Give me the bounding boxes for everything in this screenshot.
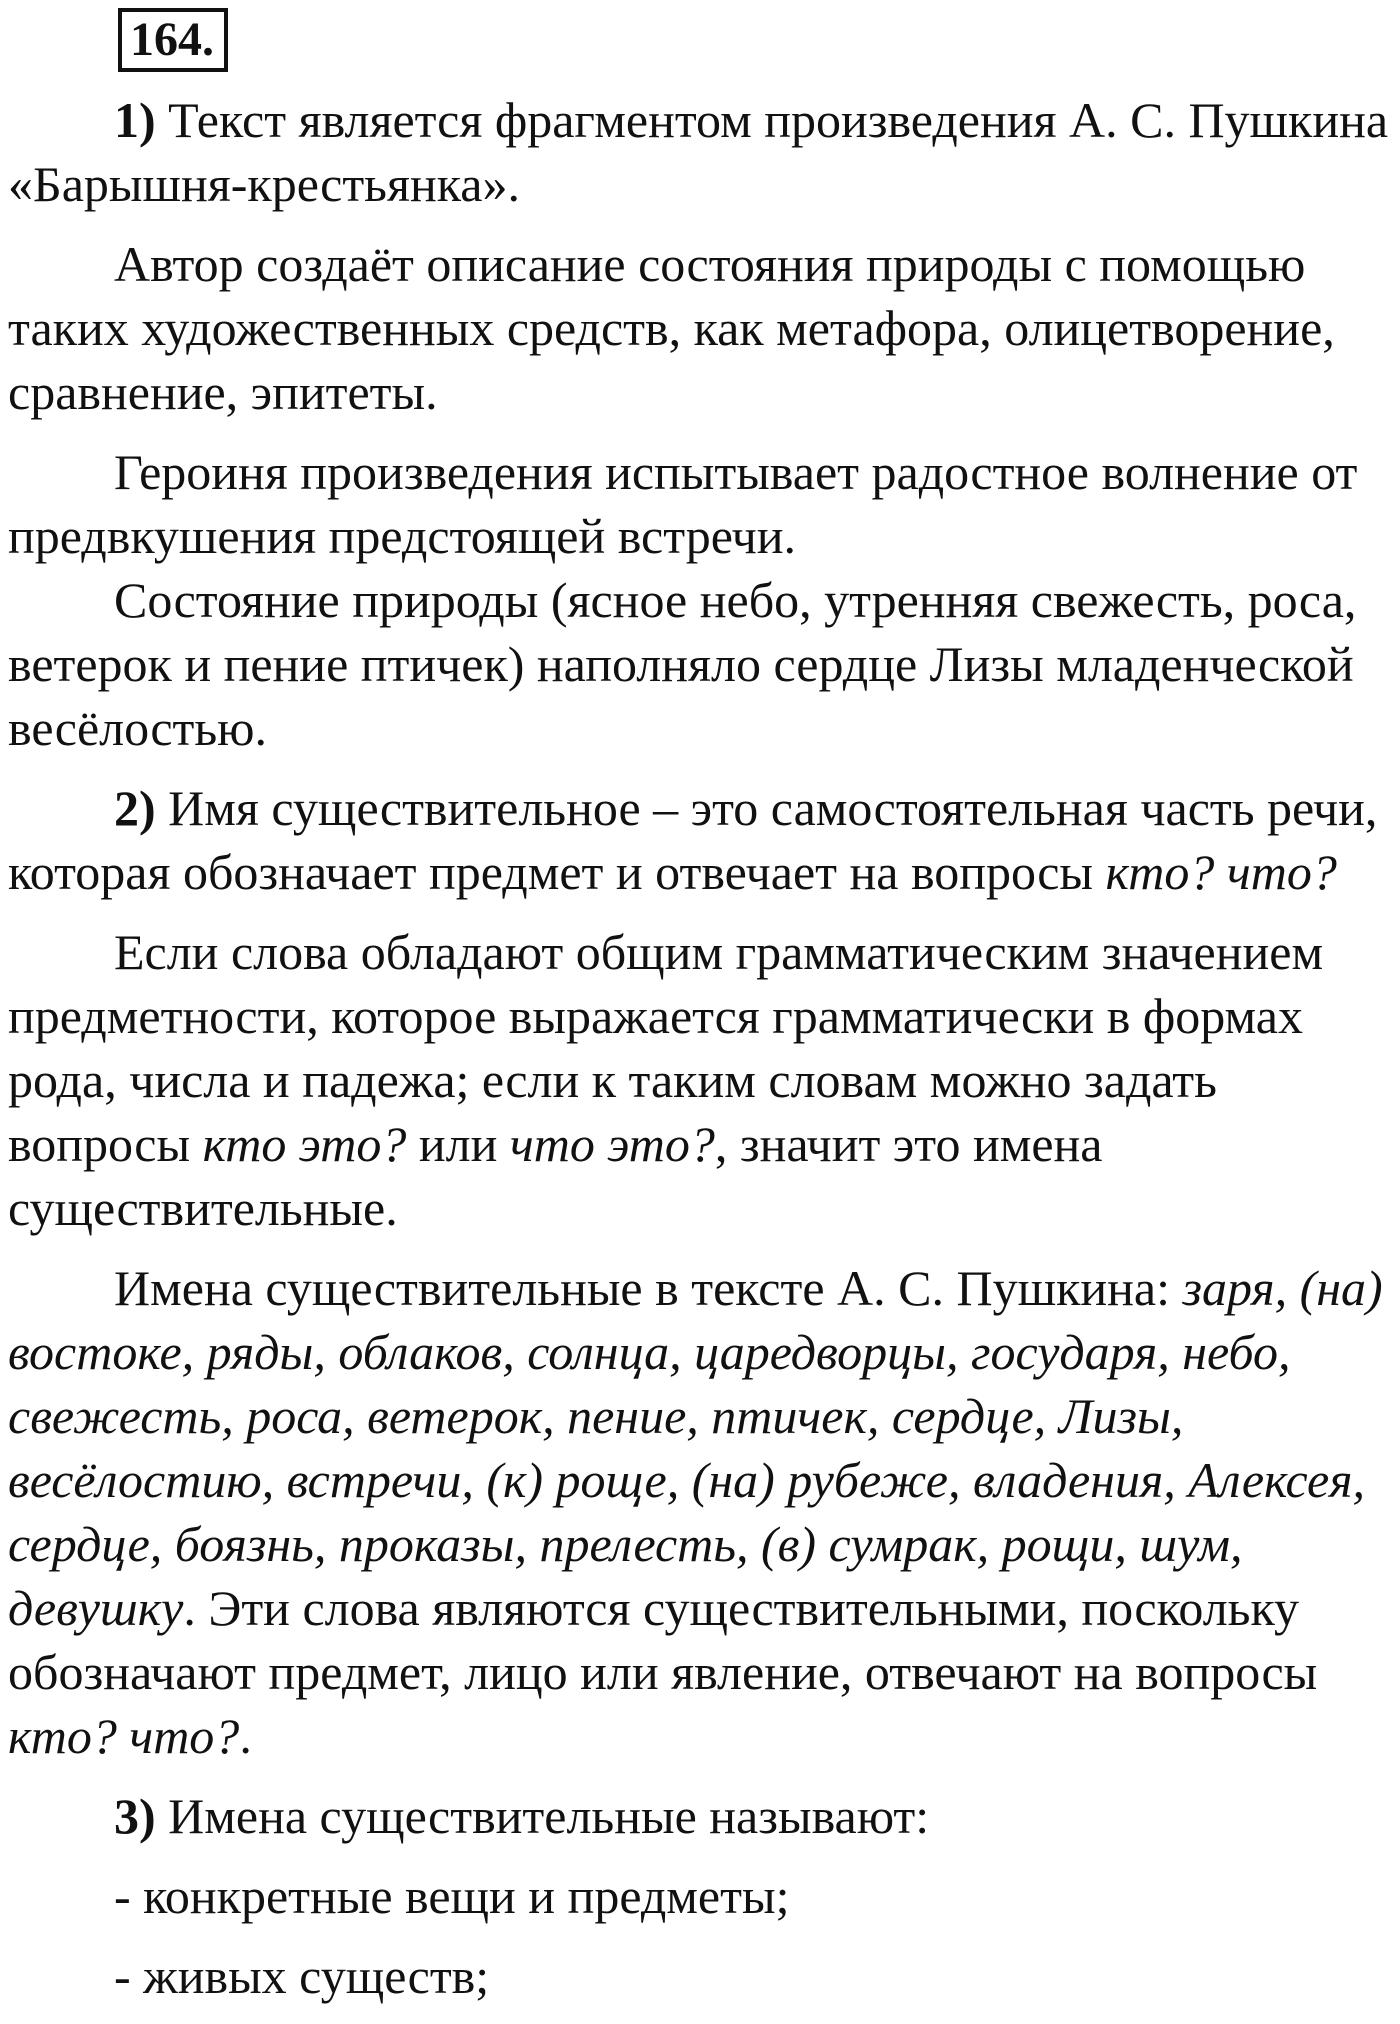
item-marker-2: 2) [114, 780, 156, 836]
paragraph-6: Если слова обладают общим грамматическим значением предметности, которое выражается грамматически в формах рода, числа и падежа; если к таким словам можно задать вопросы кто это? или что это?, значит это имена существительные. [8, 924, 1324, 1236]
noun-list: заря, (на) востоке, ряды, облаков, солнца, царедворцы, государя, небо, свежесть, роса, ветерок, пение, птичек, сердце, Лизы, весёлостию, встречи, (к) роще, (на) рубеже, владения, Алексея, сердце, боязнь, проказы, прелесть, (в) сумрак, рощи, шум, девушку [8, 1260, 1383, 1636]
list-item: - живых существ; [114, 1948, 490, 2004]
question-italic: кто? что? [1105, 844, 1337, 900]
item-marker-3: 3) [114, 1788, 156, 1844]
exercise-number: 164. [118, 8, 228, 72]
answer-text [8, 88, 1398, 2024]
paragraph-1: 1) Текст является фрагментом произведения А. С. Пушкина «Барышня-крестьянка». [8, 92, 1389, 212]
item-marker-1: 1) [114, 92, 156, 148]
list-item: - конкретные вещи и предметы; [114, 1868, 790, 1924]
paragraph-3: Героиня произведения испытывает радостное волнение от предвкушения предстоящей встречи. [8, 444, 1358, 564]
paragraph-8: 3) Имена существительные называют: [114, 1788, 930, 1844]
paragraph-4: Состояние природы (ясное небо, утренняя свежесть, роса, ветерок и пение птичек) наполняло сердце Лизы младенческой весёлостью. [8, 572, 1357, 756]
paragraph-2: Автор создаёт описание состояния природы с помощью таких художественных средств, как метафора, олицетворение, сравнение, эпитеты. [8, 236, 1335, 420]
paragraph-7: Имена существительные в тексте А. С. Пушкина: заря, (на) востоке, ряды, облаков, солнца, царедворцы, государя, небо, свежесть, роса, ветерок, пение, птичек, сердце, Лизы, весёлостию, встречи, (к) роще, (на) рубеже, владения, Алексея, сердце, боязнь, проказы, прелесть, (в) сумрак, рощи, шум, девушку. Эти слова являются существительными, поскольку обозначают предмет, лицо или явление, отвечают на вопросы кто? что?. [8, 1260, 1383, 1764]
paragraph-5: 2) Имя существительное – это самостоятельная часть речи, которая обозначает предмет и отвечает на вопросы кто? что? [8, 780, 1378, 900]
